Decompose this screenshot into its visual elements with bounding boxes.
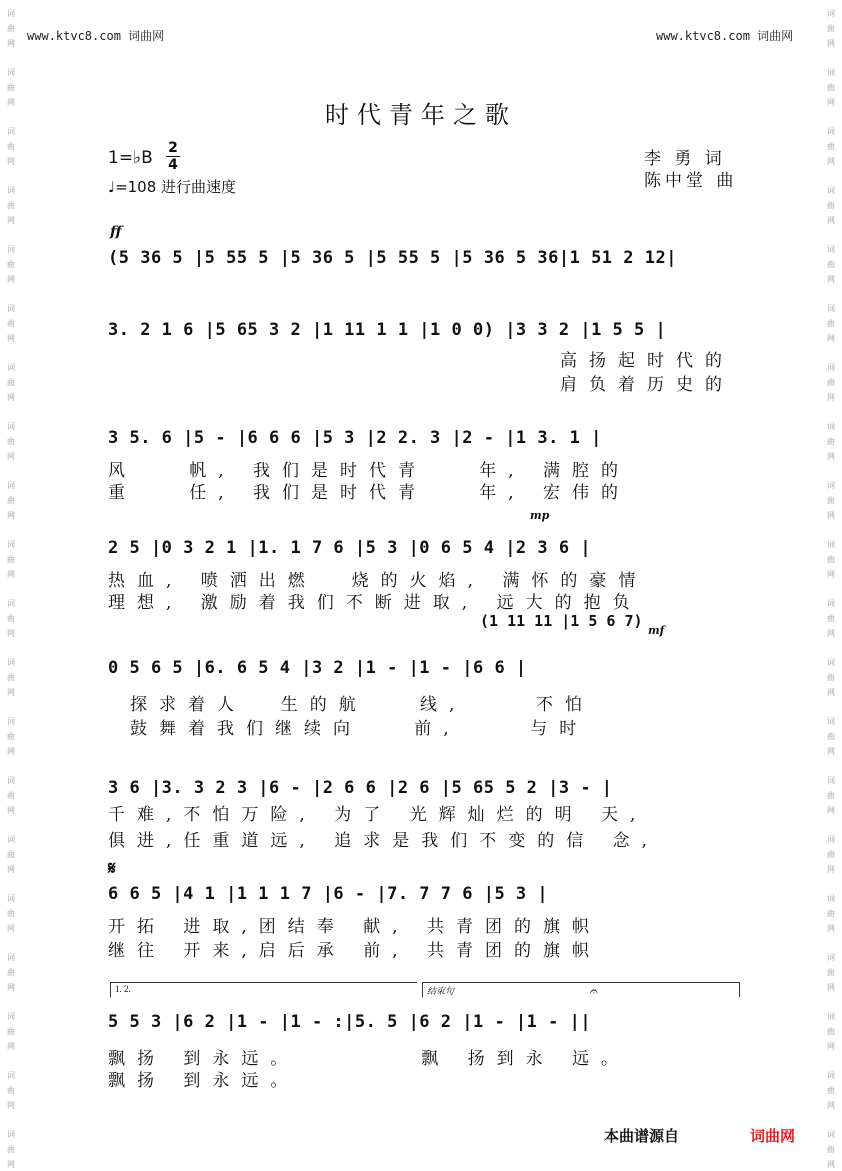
watermark-mark: 词 曲 网 — [827, 540, 835, 579]
watermark-mark: 词 曲 网 — [827, 186, 835, 225]
watermark-mark: 词 曲 网 — [7, 1071, 15, 1110]
watermark-mark: 词 曲 网 — [7, 1012, 15, 1051]
ending-label: 结束句 — [427, 986, 455, 996]
watermark-mark: 词 曲 网 — [827, 481, 835, 520]
watermark-mark: 词 曲 网 — [7, 776, 15, 815]
lyric-line-6-verse-1: 千难,不怕万险, 为了 光辉灿烂的明 天, — [108, 805, 648, 825]
lyric-line-7-verse-1: 开拓 进取,团结奉 献, 共青团的旗帜 — [108, 917, 602, 937]
notation-line-2: 3. 2 1 6 |5 65 3 2 |1 11 1 1 |1 0 0) |3 3 2 |1 5 5 | — [108, 320, 667, 340]
watermark-mark: 词 曲 网 — [7, 68, 15, 107]
watermark-mark: 词 曲 网 — [7, 540, 15, 579]
interlude-notation: (1 11 11 |1 5 6 7) — [480, 612, 643, 630]
watermark-mark: 词 曲 网 — [7, 245, 15, 284]
watermark-mark: 词 曲 网 — [827, 304, 835, 343]
watermark-mark: 词 曲 网 — [827, 776, 835, 815]
watermark-mark: 词 曲 网 — [7, 422, 15, 461]
time-signature — [166, 141, 180, 172]
watermark-mark: 词 曲 网 — [7, 658, 15, 697]
key-signature: 1=♭B — [108, 148, 153, 168]
watermark-mark: 词 曲 网 — [827, 9, 835, 48]
watermark-mark: 词 曲 网 — [7, 304, 15, 343]
notation-line-8: 5 5 3 |6 2 |1 - |1 - :|5. 5 |6 2 |1 - |1 - || — [108, 1012, 592, 1032]
lyric-line-3-verse-1: 风 帆, 我们是时代青 年, 满腔的 — [108, 461, 631, 481]
watermark-mark: 词 曲 网 — [7, 363, 15, 402]
right-watermark-strip — [820, 0, 842, 1171]
watermark-mark: 词 曲 网 — [827, 422, 835, 461]
watermark-mark: 词 曲 网 — [7, 481, 15, 520]
watermark-mark: 词 曲 网 — [7, 127, 15, 166]
site-url-left[interactable]: www.ktvc8.com 词曲网 — [27, 29, 165, 43]
lyric-line-4-verse-2: 理想, 激励着我们不断进取, 远大的抱负 — [108, 593, 642, 613]
lyric-line-7-verse-2: 继往 开来,启后承 前, 共青团的旗帜 — [108, 941, 602, 961]
watermark-mark: 词 曲 网 — [827, 245, 835, 284]
segno-sign: 𝄋 — [108, 858, 116, 879]
dynamic-mf: mf — [648, 624, 665, 637]
notation-line-4: 2 5 |0 3 2 1 |1. 1 7 6 |5 3 |0 6 5 4 |2 3 6 | — [108, 538, 592, 558]
fermata-sign: 𝄐 — [590, 984, 598, 1000]
watermark-mark: 词 曲 网 — [827, 835, 835, 874]
dynamic-mp: mp — [530, 509, 550, 522]
watermark-mark: 词 曲 网 — [7, 835, 15, 874]
site-url-right[interactable]: www.ktvc8.com 词曲网 — [656, 29, 794, 43]
lyric-line-3-verse-2: 重 任, 我们是时代青 年, 宏伟的 — [108, 483, 631, 503]
lyricist-credit: 李 勇 词 — [644, 149, 726, 169]
lyric-line-5-verse-2: 鼓舞着我们继续向 前, 与时 — [130, 719, 589, 739]
source-label: 本曲谱源自 — [604, 1127, 680, 1145]
volta-label: 1. 2. — [115, 984, 131, 994]
song-title: 时代青年之歌 — [325, 101, 517, 129]
watermark-mark: 词 曲 网 — [7, 894, 15, 933]
watermark-mark: 词 曲 网 — [7, 599, 15, 638]
notation-line-5: 0 5 6 5 |6. 6 5 4 |3 2 |1 - |1 - |6 6 | — [108, 658, 527, 678]
notation-line-3: 3 5. 6 |5 - |6 6 6 |5 3 |2 2. 3 |2 - |1 3. 1 | — [108, 428, 602, 448]
source-brand-link[interactable]: 词曲网 — [750, 1127, 796, 1145]
time-sig-top: 2 — [168, 140, 178, 156]
notation-line-1: (5 36 5 |5 55 5 |5 36 5 |5 55 5 |5 36 5 36|1 51 2 12| — [108, 248, 677, 268]
time-sig-bottom: 4 — [168, 157, 178, 173]
lyric-line-8-verse-1: 飘扬 到永远。 飘 扬到永 远。 — [108, 1049, 631, 1069]
lyric-line-5-verse-1: 探求着人 生的航 线, 不怕 — [130, 695, 595, 715]
watermark-mark: 词 曲 网 — [827, 894, 835, 933]
watermark-mark: 词 曲 网 — [827, 363, 835, 402]
lyric-line-6-verse-2: 俱进,任重道远, 追求是我们不变的信 念, — [108, 831, 660, 851]
watermark-mark: 词 曲 网 — [7, 953, 15, 992]
watermark-mark: 词 曲 网 — [827, 1071, 835, 1110]
watermark-mark: 词 曲 网 — [827, 953, 835, 992]
tempo-marking: ♩=108 进行曲速度 — [108, 178, 237, 196]
lyric-line-8-verse-2: 飘扬 到永远。 — [108, 1071, 300, 1091]
composer-credit: 陈中堂 曲 — [644, 171, 738, 191]
watermark-mark: 词 曲 网 — [827, 658, 835, 697]
watermark-mark: 词 曲 网 — [827, 717, 835, 756]
lyric-line-2-verse-1: 高扬起时代的 — [560, 351, 734, 371]
left-watermark-strip — [0, 0, 22, 1171]
notation-line-6: 3 6 |3. 3 2 3 |6 - |2 6 6 |2 6 |5 65 5 2 |3 - | — [108, 778, 613, 798]
notation-line-7: 6 6 5 |4 1 |1 1 1 7 |6 - |7. 7 7 6 |5 3 | — [108, 884, 549, 904]
watermark-mark: 词 曲 网 — [827, 1012, 835, 1051]
watermark-mark: 词 曲 网 — [827, 1130, 835, 1169]
watermark-mark: 词 曲 网 — [7, 1130, 15, 1169]
watermark-mark: 词 曲 网 — [827, 68, 835, 107]
lyric-line-4-verse-1: 热血, 喷洒出燃 烧的火焰, 满怀的豪情 — [108, 571, 648, 591]
lyric-line-2-verse-2: 肩负着历史的 — [560, 375, 734, 395]
watermark-mark: 词 曲 网 — [7, 186, 15, 225]
watermark-mark: 词 曲 网 — [7, 717, 15, 756]
watermark-mark: 词 曲 网 — [7, 9, 15, 48]
dynamic-ff: ff — [110, 224, 122, 240]
watermark-mark: 词 曲 网 — [827, 599, 835, 638]
score-line-1 — [108, 228, 740, 298]
watermark-mark: 词 曲 网 — [827, 127, 835, 166]
